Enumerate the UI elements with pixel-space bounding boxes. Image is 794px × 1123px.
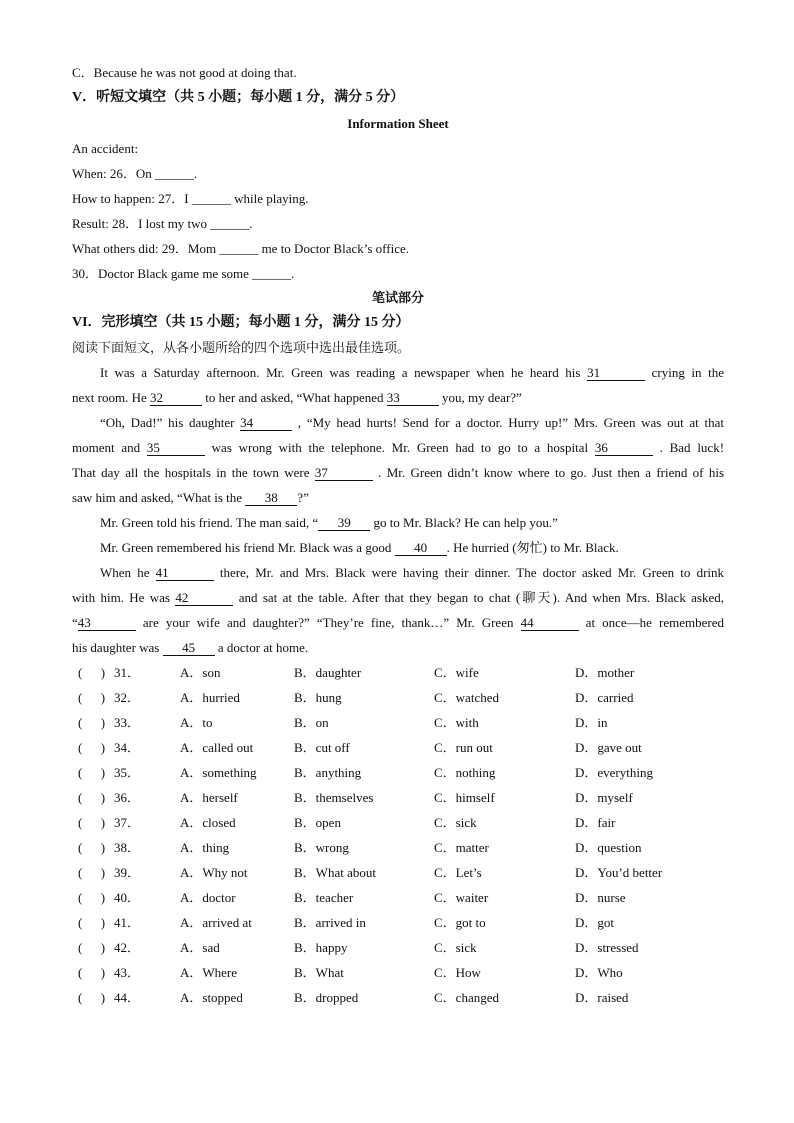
passage-line: “Oh, Dad!” his daughter 34 , “My head hurts! Send for a doctor. Hurry up!” Mrs. Green was out at that <box>100 415 724 430</box>
question-number: 32． <box>114 690 141 705</box>
question-row <box>72 888 724 908</box>
option-d[interactable]: D．mother <box>575 665 635 680</box>
option-b[interactable]: B．wrong <box>294 840 349 855</box>
answer-paren[interactable]: ( ) <box>78 765 106 780</box>
sheet-line: When: 26．On ______. <box>72 166 198 181</box>
passage-line: moment and 35 was wrong with the telephone. Mr. Green had to go to a hospital 36 . Bad luck! <box>72 440 725 455</box>
option-d[interactable]: D．nurse <box>575 890 626 905</box>
option-d[interactable]: D．in <box>575 715 608 730</box>
blank-37: 37 <box>315 466 373 481</box>
information-sheet-title: Information Sheet <box>347 116 449 131</box>
section5-title: V．听短文填空（共 5 小题；每小题 1 分，满分 5 分） <box>72 90 405 105</box>
passage-line: It was a Saturday afternoon. Mr. Green was reading a newspaper when he heard his 31 crying in the <box>100 365 724 380</box>
option-b[interactable]: B．hung <box>294 690 342 705</box>
option-d[interactable]: D．question <box>575 840 642 855</box>
option-c[interactable]: C．How <box>434 965 481 980</box>
option-b[interactable]: B．teacher <box>294 890 354 905</box>
passage-line: Mr. Green remembered his friend Mr. Black was a good 40 . He hurried (匆忙) to Mr. Black. <box>100 540 619 555</box>
question-row <box>72 713 724 733</box>
passage-line: saw him and asked, “What is the 38 ?” <box>72 490 309 505</box>
option-c[interactable]: C．with <box>434 715 479 730</box>
answer-paren[interactable]: ( ) <box>78 690 106 705</box>
sheet-line: Result: 28．I lost my two ______. <box>72 216 253 231</box>
question-number: 35． <box>114 765 141 780</box>
question-row <box>72 763 724 783</box>
blank-40: 40 <box>395 541 447 556</box>
top-option-line: C．Because he was not good at doing that. <box>72 65 297 80</box>
option-b[interactable]: B．daughter <box>294 665 362 680</box>
option-c[interactable]: C．watched <box>434 690 499 705</box>
option-c[interactable]: C．changed <box>434 990 499 1005</box>
option-a[interactable]: A．doctor <box>180 890 236 905</box>
question-row <box>72 663 724 683</box>
blank-41: 41 <box>156 566 214 581</box>
blank-32: 32 <box>150 391 202 406</box>
question-number: 31． <box>114 665 141 680</box>
question-number: 40． <box>114 890 141 905</box>
question-number: 34． <box>114 740 141 755</box>
option-d[interactable]: D．carried <box>575 690 634 705</box>
option-c[interactable]: C．waiter <box>434 890 489 905</box>
question-number: 41． <box>114 915 141 930</box>
option-d[interactable]: D．fair <box>575 815 616 830</box>
option-c[interactable]: C．nothing <box>434 765 496 780</box>
passage-line: his daughter was 45 a doctor at home. <box>72 640 309 655</box>
option-c[interactable]: C．sick <box>434 815 477 830</box>
passage-line: Mr. Green told his friend. The man said, “ 39 go to Mr. Black? He can help you.” <box>100 515 558 530</box>
option-c[interactable]: C．Let’s <box>434 865 482 880</box>
option-d[interactable]: D．raised <box>575 990 629 1005</box>
option-a[interactable]: A．sad <box>180 940 220 955</box>
question-row <box>72 838 724 858</box>
option-d[interactable]: D．You’d better <box>575 865 663 880</box>
answer-paren[interactable]: ( ) <box>78 715 106 730</box>
option-b[interactable]: B．anything <box>294 765 362 780</box>
option-b[interactable]: B．themselves <box>294 790 374 805</box>
blank-33: 33 <box>387 391 439 406</box>
written-part-heading: 笔试部分 <box>371 290 424 305</box>
sheet-line: An accident: <box>72 141 139 156</box>
sheet-line: What others did: 29．Mom ______ me to Doctor Black’s office. <box>72 241 409 256</box>
blank-39: 39 <box>318 516 370 531</box>
option-b[interactable]: B．cut off <box>294 740 350 755</box>
option-c[interactable]: C．sick <box>434 940 477 955</box>
option-a[interactable]: A．son <box>180 665 221 680</box>
question-row <box>72 963 724 983</box>
question-number: 37． <box>114 815 141 830</box>
question-number: 33． <box>114 715 141 730</box>
option-d[interactable]: D．everything <box>575 765 653 780</box>
question-row <box>72 738 724 758</box>
option-c[interactable]: C．run out <box>434 740 493 755</box>
option-b[interactable]: B．arrived in <box>294 915 366 930</box>
question-row <box>72 988 724 1008</box>
option-c[interactable]: C．himself <box>434 790 495 805</box>
question-row <box>72 788 724 808</box>
option-b[interactable]: B．happy <box>294 940 348 955</box>
option-a[interactable]: A．arrived at <box>180 915 252 930</box>
option-a[interactable]: A．Where <box>180 965 238 980</box>
option-a[interactable]: A．hurried <box>180 690 240 705</box>
answer-paren[interactable]: ( ) <box>78 940 106 955</box>
question-row <box>72 813 724 833</box>
question-row <box>72 688 724 708</box>
section6-instruction: 阅读下面短文，从各小题所给的四个选项中选出最佳选项。 <box>72 340 411 355</box>
blank-35: 35 <box>147 441 205 456</box>
blank-44: 44 <box>521 616 579 631</box>
section6-title: VI．完形填空（共 15 小题；每小题 1 分，满分 15 分） <box>72 315 410 330</box>
question-row <box>72 938 724 958</box>
option-b[interactable]: B．What <box>294 965 344 980</box>
option-a[interactable]: A．herself <box>180 790 238 805</box>
option-a[interactable]: A．Why not <box>180 865 248 880</box>
question-number: 38． <box>114 840 141 855</box>
answer-paren[interactable]: ( ) <box>78 740 106 755</box>
blank-43: 43 <box>78 616 136 631</box>
answer-paren[interactable]: ( ) <box>78 865 106 880</box>
question-row <box>72 913 724 933</box>
answer-paren[interactable]: ( ) <box>78 665 106 680</box>
answer-paren[interactable]: ( ) <box>78 815 106 830</box>
option-a[interactable]: A．something <box>180 765 257 780</box>
option-c[interactable]: C．matter <box>434 840 489 855</box>
question-number: 44． <box>114 990 141 1005</box>
option-a[interactable]: A．to <box>180 715 213 730</box>
blank-36: 36 <box>595 441 653 456</box>
option-b[interactable]: B．dropped <box>294 990 359 1005</box>
blank-34: 34 <box>240 416 292 431</box>
question-number: 43． <box>114 965 141 980</box>
option-d[interactable]: D．myself <box>575 790 633 805</box>
option-d[interactable]: D．Who <box>575 965 623 980</box>
passage-line: “43 are your wife and daughter?” “They’re fine, thank…” Mr. Green 44 at once—he remembered <box>72 615 725 630</box>
option-a[interactable]: A．called out <box>180 740 254 755</box>
option-a[interactable]: A．closed <box>180 815 236 830</box>
blank-42: 42 <box>175 591 233 606</box>
answer-paren[interactable]: ( ) <box>78 840 106 855</box>
option-c[interactable]: C．got to <box>434 915 486 930</box>
option-b[interactable]: B．on <box>294 715 329 730</box>
answer-paren[interactable]: ( ) <box>78 890 106 905</box>
question-number: 42． <box>114 940 141 955</box>
blank-45: 45 <box>163 641 215 656</box>
passage-line: That day all the hospitals in the town were 37 . Mr. Green didn’t know where to go. Just then a friend of his <box>72 465 725 480</box>
sheet-line: 30．Doctor Black game me some ______. <box>72 266 295 281</box>
question-number: 36． <box>114 790 141 805</box>
question-number: 39． <box>114 865 141 880</box>
option-a[interactable]: A．stopped <box>180 990 243 1005</box>
question-row <box>72 863 724 883</box>
option-d[interactable]: D．got <box>575 915 615 930</box>
answer-paren[interactable]: ( ) <box>78 990 106 1005</box>
passage-line: next room. He 32 to her and asked, “What happened 33 you, my dear?” <box>72 390 522 405</box>
option-d[interactable]: D．stressed <box>575 940 639 955</box>
passage-line: When he 41 there, Mr. and Mrs. Black were having their dinner. The doctor asked Mr. Green to drink <box>100 565 725 580</box>
sheet-line: How to happen: 27．I ______ while playing. <box>72 191 309 206</box>
answer-paren[interactable]: ( ) <box>78 915 106 930</box>
answer-paren[interactable]: ( ) <box>78 965 106 980</box>
option-d[interactable]: D．gave out <box>575 740 642 755</box>
blank-38: 38 <box>245 491 297 506</box>
passage-line: with him. He was 42 and sat at the table. After that they began to chat (聊天). And when Mrs. Black asked, <box>72 590 725 605</box>
option-c[interactable]: C．wife <box>434 665 479 680</box>
blank-31: 31 <box>587 366 645 381</box>
option-b[interactable]: B．What about <box>294 865 376 880</box>
option-a[interactable]: A．thing <box>180 840 230 855</box>
option-b[interactable]: B．open <box>294 815 341 830</box>
answer-paren[interactable]: ( ) <box>78 790 106 805</box>
